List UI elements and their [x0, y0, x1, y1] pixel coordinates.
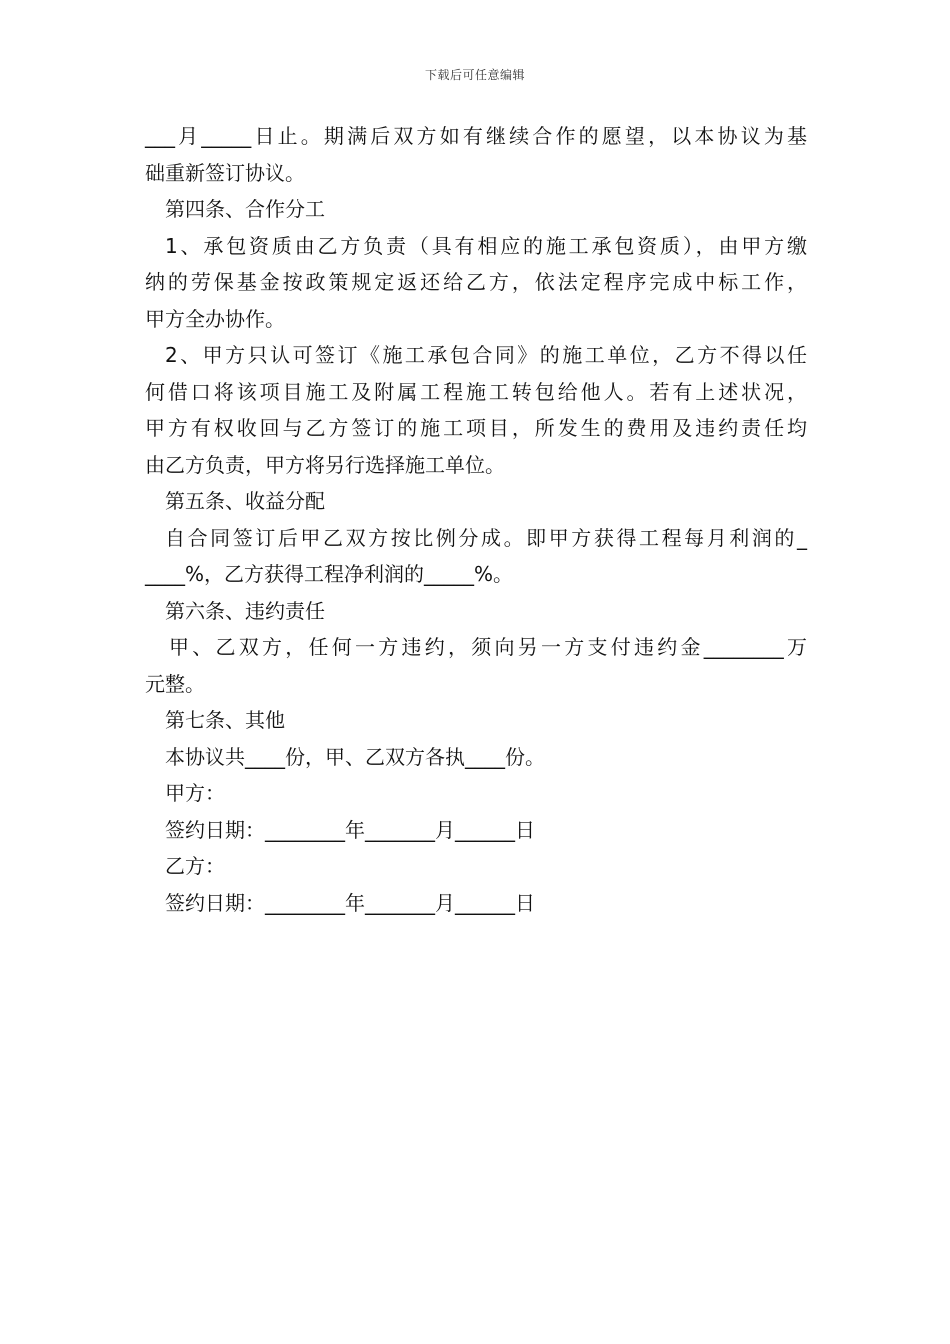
paragraph-line: ____%，乙方获得工程净利润的_____%。	[145, 562, 514, 586]
party-b-label: 乙方：	[165, 854, 225, 878]
paragraph-line: 甲方有权收回与乙方签订的施工项目，所发生的费用及违约责任均	[145, 416, 807, 440]
paragraph-line: 础重新签订协议。	[145, 160, 305, 185]
section-heading: 第四条、合作分工	[165, 197, 325, 221]
paragraph-line: ___月_____日止。期满后双方如有继续合作的愿望，以本协议为基	[145, 124, 807, 148]
paragraph-line: 由乙方负责，甲方将另行选择施工单位。	[145, 452, 505, 477]
signing-date-line: 签约日期：________年_______月______日	[165, 817, 535, 842]
paragraph-line: 何借口将该项目施工及附属工程施工转包给他人。若有上述状况，	[145, 379, 807, 404]
paragraph-line: 甲方全办协作。	[145, 306, 285, 331]
paragraph-line: 1、承包资质由乙方负责（具有相应的施工承包资质），由甲方缴	[165, 233, 807, 258]
paragraph-line: 纳的劳保基金按政策规定返还给乙方，依法定程序完成中标工作，	[145, 270, 807, 294]
section-heading: 第五条、收益分配	[165, 489, 325, 513]
section-heading: 第七条、其他	[165, 708, 285, 732]
paragraph-line: 本协议共____份，甲、乙双方各执____份。	[165, 744, 545, 769]
signing-date-line: 签约日期：________年_______月______日	[165, 890, 535, 915]
paragraph-line: 甲、乙双方，任何一方违约，须向另一方支付违约金________万	[169, 635, 807, 659]
paragraph-line: 2、甲方只认可签订《施工承包合同》的施工单位，乙方不得以任	[165, 343, 807, 367]
paragraph-line: 元整。	[145, 671, 205, 696]
party-a-label: 甲方：	[165, 781, 225, 805]
page-header: 下载后可任意编辑	[424, 68, 525, 82]
document-body	[145, 118, 807, 921]
section-heading: 第六条、违约责任	[165, 598, 325, 623]
paragraph-line: 自合同签订后甲乙双方按比例分成。即甲方获得工程每月利润的_	[165, 525, 807, 550]
